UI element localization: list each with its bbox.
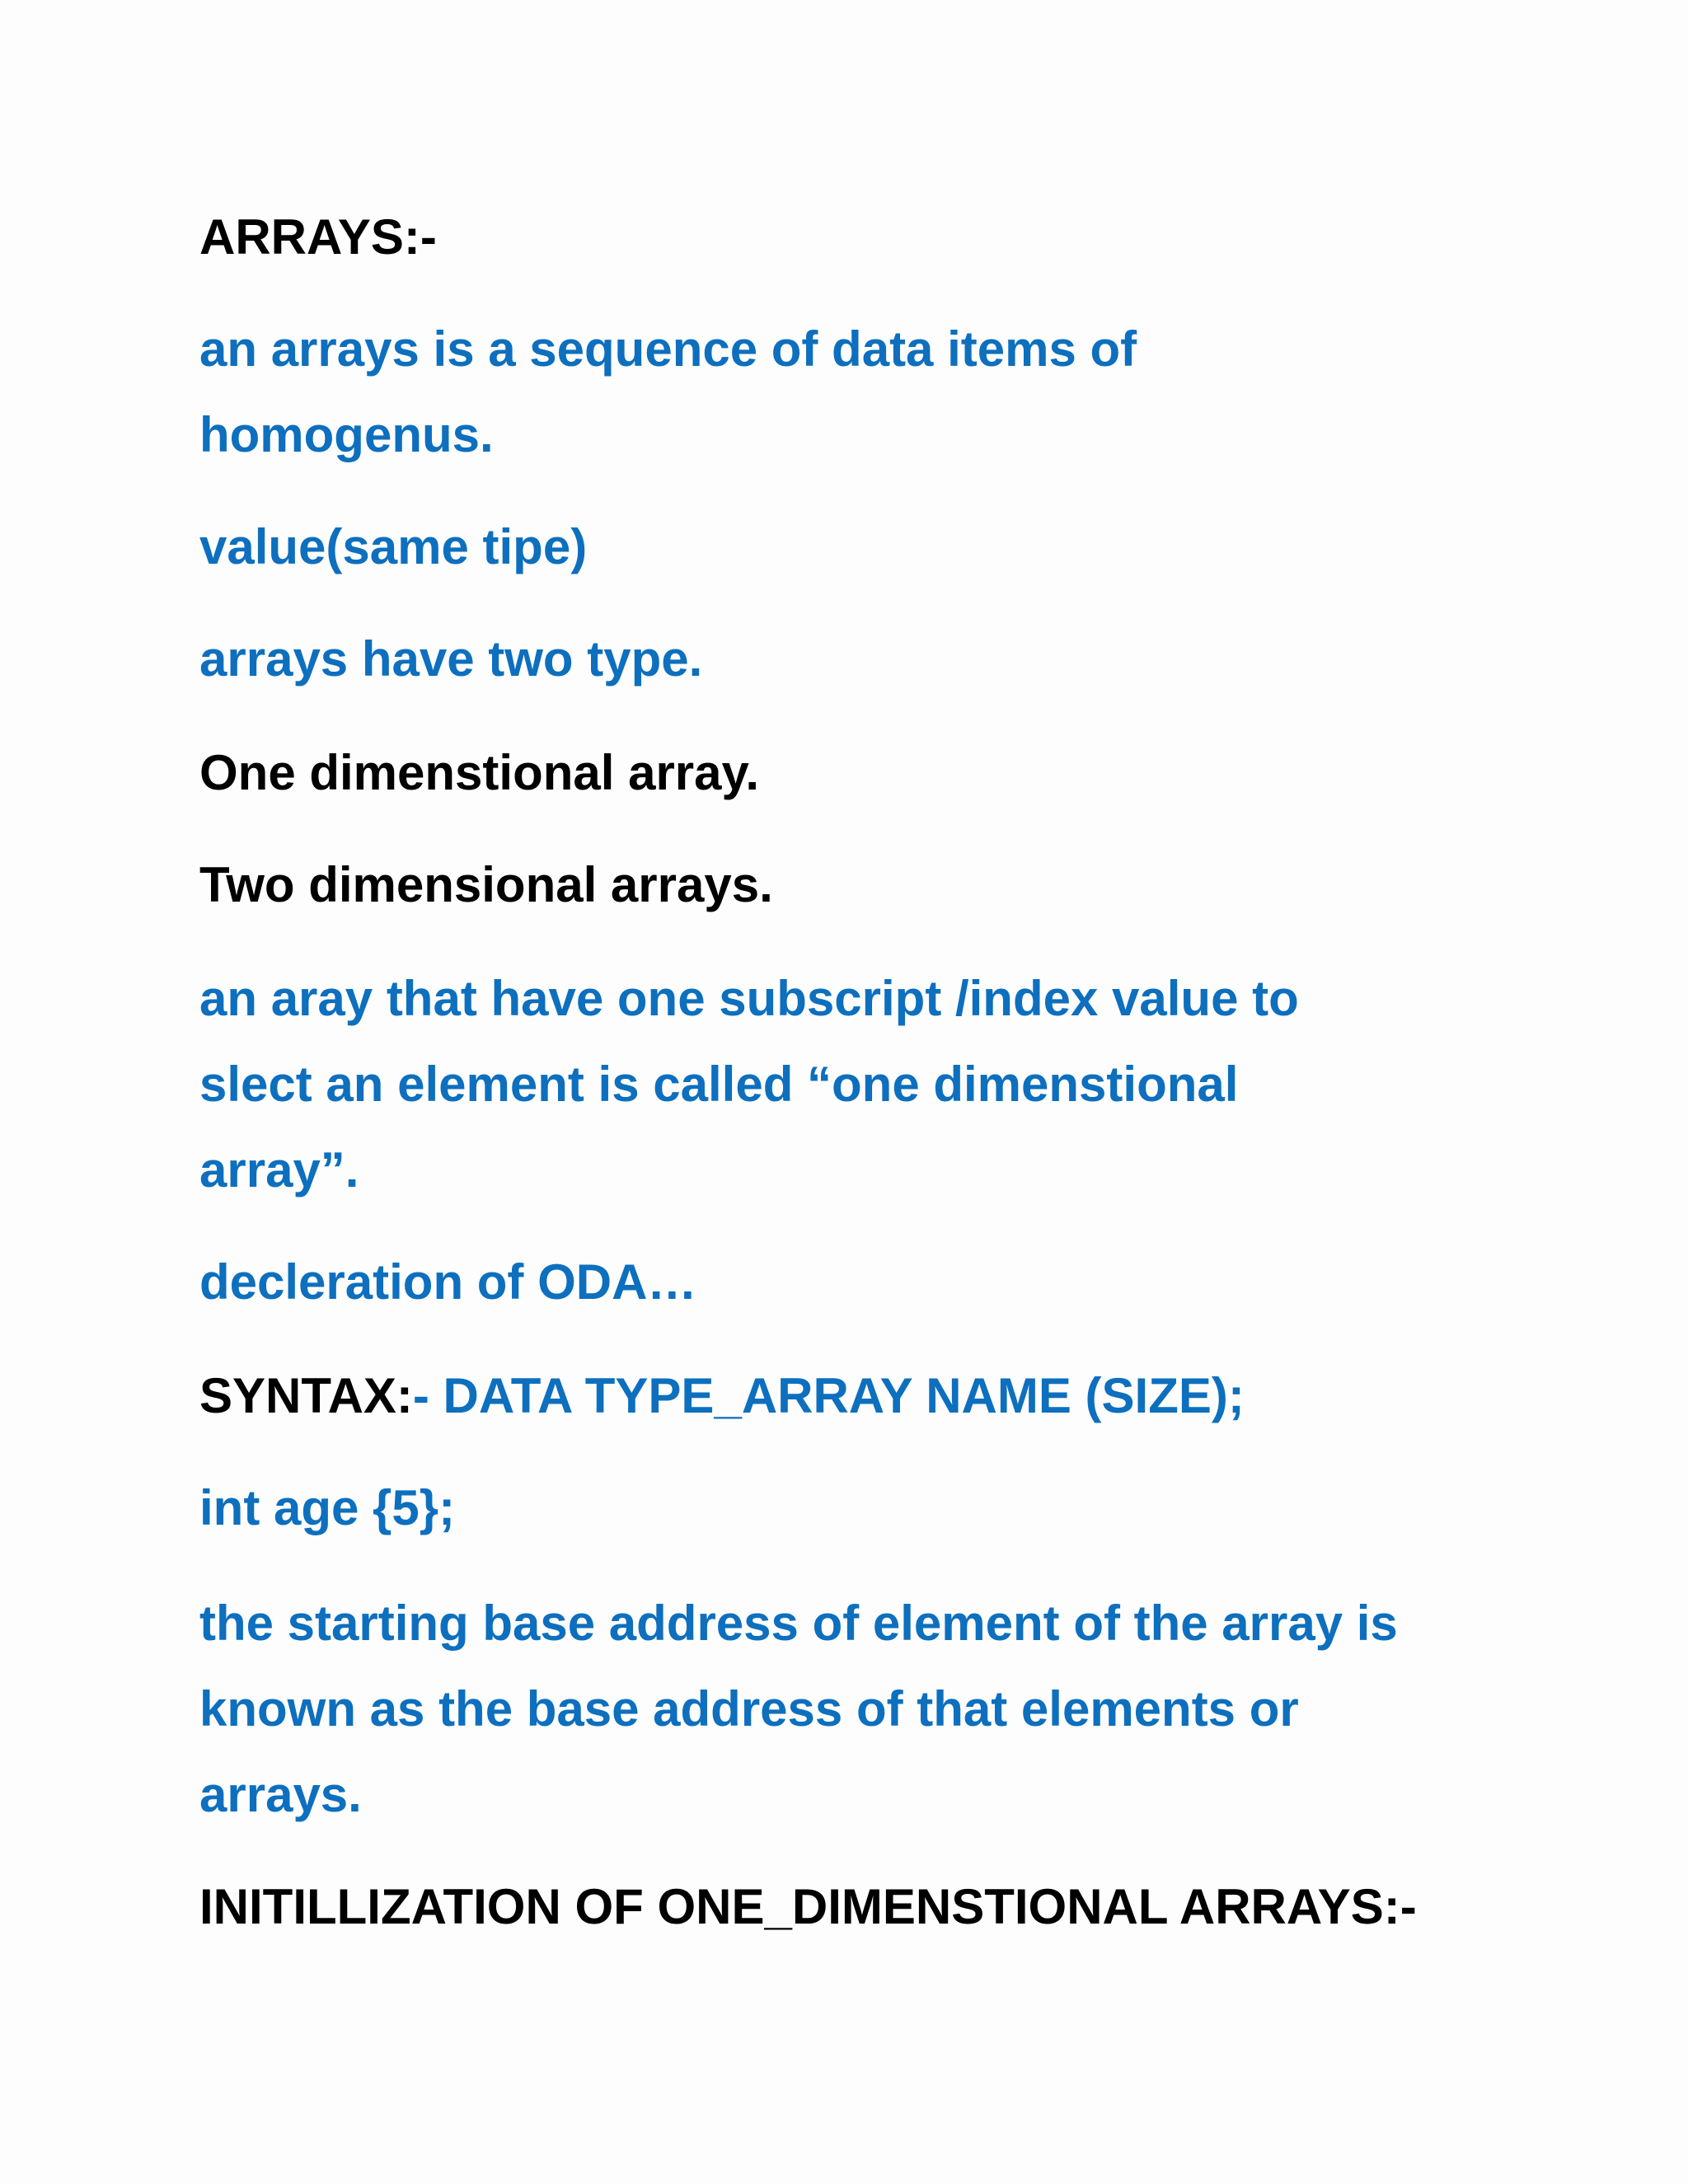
syntax-label: SYNTAX:: [199, 1368, 413, 1423]
declaration-heading: decleration of ODA…: [199, 1254, 697, 1310]
arrays-heading: ARRAYS:-: [199, 209, 437, 265]
array-definition-line-2: homogenus.: [199, 407, 494, 462]
type-two-dimensional: Two dimensional arrays.: [199, 857, 773, 912]
types-intro: arrays have two type.: [199, 631, 703, 687]
oda-definition: [199, 956, 1299, 1213]
base-address-line-2: known as the base address of that elements or: [199, 1681, 1299, 1736]
initialization-heading: INITILLIZATION OF ONE_DIMENSTIONAL ARRAYS:-: [199, 1879, 1417, 1934]
syntax-value: - DATA TYPE_ARRAY NAME (SIZE);: [412, 1368, 1245, 1423]
oda-definition-line-3: array”.: [199, 1142, 359, 1197]
value-note: value(same tipe): [199, 519, 588, 574]
base-address-definition: [199, 1581, 1398, 1838]
array-definition-line-1: an arrays is a sequence of data items of: [199, 321, 1137, 377]
syntax-line: [199, 1353, 1245, 1439]
example-code: int age {5};: [199, 1480, 456, 1535]
oda-definition-line-2: slect an element is called “one dimenstional: [199, 1057, 1239, 1112]
base-address-line-1: the starting base address of element of the array is: [199, 1596, 1398, 1651]
type-one-dimensional: One dimenstional array.: [199, 745, 760, 800]
base-address-line-3: arrays.: [199, 1767, 362, 1822]
array-definition: [199, 307, 1137, 478]
oda-definition-line-1: an aray that have one subscript /index value to: [199, 971, 1299, 1026]
